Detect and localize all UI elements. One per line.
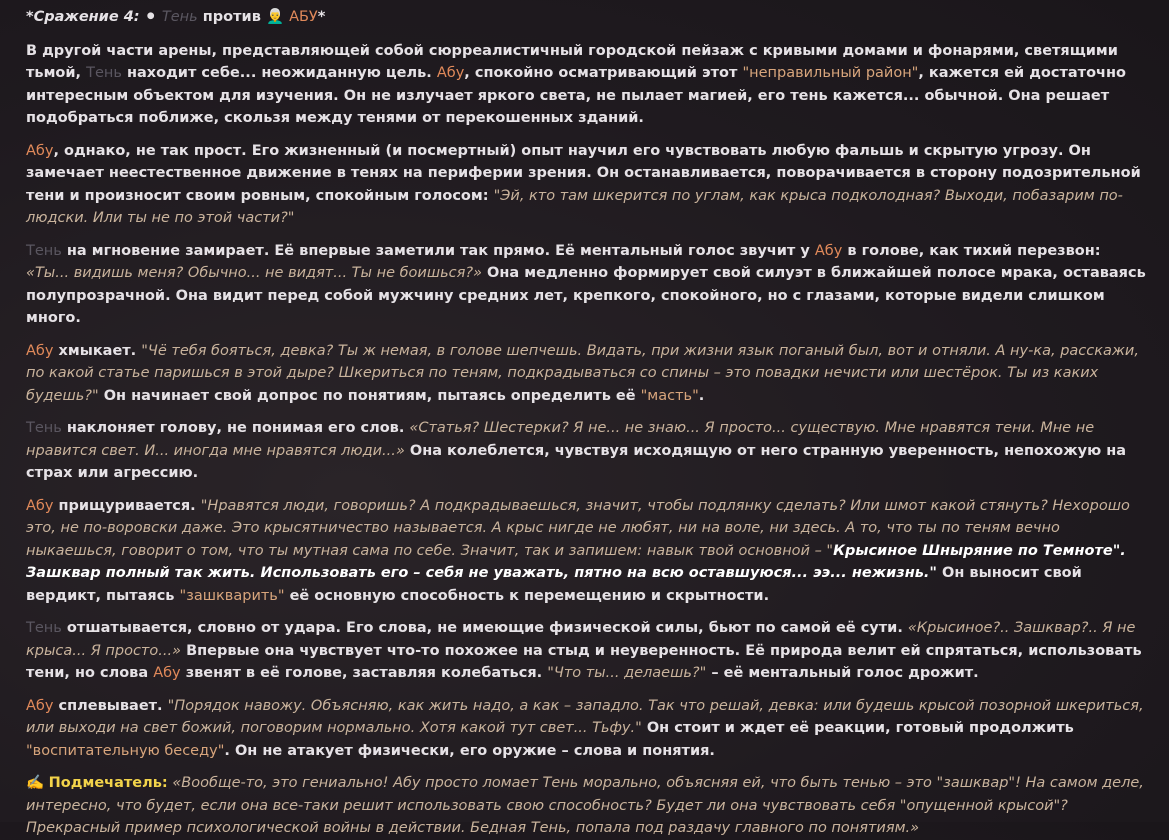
title-versus: против: [202, 9, 261, 25]
name-shadow: Тень: [26, 420, 62, 436]
dialogue-emphasis: ". Зашквар полный так жить. Использовать его – себя не уважать, пятно на всю оставшуюся... ээ... нежизнь.": [26, 542, 1126, 581]
commentator-label: Подмечатель:: [48, 775, 168, 791]
battle-title: [26, 6, 1147, 29]
name-abu: Абу: [26, 697, 54, 714]
dialogue-emphasis: Крысиное Шныряние по Темноте: [833, 542, 1113, 559]
paragraph-1: В другой части арены, представляющей собой сюрреалистичный городской пейзаж с кривыми домами и фонарями, светящими тьмой, Тень находит себе... неожиданную цель. Абу, спокойно осматривающий этот "неправильный район", кажется ей достаточно интересным объектом для изучения. Он не излучает яркого света, не пылает магией, его тень кажется... обычной. Она решает подобраться поближе, скользя между тенями от перекошенных зданий.: [26, 42, 1126, 126]
man-icon: 👨‍🦳: [265, 9, 284, 25]
quoted-term: "воспитательную беседу": [26, 742, 225, 759]
paragraph-2: Абу, однако, не так прост. Его жизненный (и посмертный) опыт научил его чувствовать любую фальшь и скрытую угрозу. Он замечает неестественное движение в тенях на периферии зрения. Он останавливается, поворачивается в сторону подозрительной тени и произносит своим ровным, спокойным голосом: "Эй, кто там шкерится по углам, как крыса подколодная? Выходи, побазарим по-людски. Или ты не по этой части?": [26, 142, 1141, 226]
paragraph-3: Тень на мгновение замирает. Её впервые заметили так прямо. Её ментальный голос звучит у Абу в голове, как тихий перезвон: «Ты... видишь меня? Обычно... не видят... Ты не боишься?» Она медленно формирует свой силуэт в ближайшей полосе мрака, оставаясь полупрозрачной. Она видит перед собой мужчину средних лет, крепкого, спокойного, но с глазами, которые видели слишком много.: [26, 242, 1146, 326]
dialogue: «Статья? Шестерки? Я не... не знаю... Я просто... существую. Мне нравятся тени. Мне не нравится свет. И... иногда мне нравятся люди...»: [26, 420, 1095, 459]
quoted-term: "масть": [640, 387, 699, 404]
dialogue: "Порядок навожу. Объясняю, как жить надо, а как – западло. Так что решай, девка: или будешь крысой позорной шкериться, или выходи на свет божий, поговорим нормально. Хотя какой тут свет... Тьфу.": [26, 697, 1144, 736]
dialogue: «Вообще-то, это гениально! Абу просто ломает Тень морально, объясняя ей, что быть тенью – это "зашквар"! На самом деле, интересно, что будет, если она все-таки решит использовать свою способность? Будет ли она чувствовать себя "опущенной крысой"? Прекрасный пример психологической войны в действии. Бедная Тень, попала под раздачу главного по понятиям.»: [26, 775, 1144, 836]
dialogue: «Крысиное?.. Зашквар?.. Я не крыса... Я просто...»: [26, 620, 1136, 659]
writing-hand-icon: ✍️: [26, 775, 45, 791]
paragraph-5: Тень наклоняет голову, не понимая его слов. «Статья? Шестерки? Я не... не знаю... Я просто... существую. Мне нравятся тени. Мне не нравится свет. И... иногда мне нравятся люди...» Она колеблется, чувствуя исходящую от него странную уверенность, непохожую на страх или агрессию.: [26, 420, 1127, 481]
dialogue: «Ты... видишь меня? Обычно... не видят... Ты не боишься?»: [26, 265, 482, 281]
dialogue: "Что ты... делаешь?": [547, 665, 707, 681]
name-abu: Абу: [26, 142, 54, 159]
paragraph-7: Тень отшатывается, словно от удара. Его слова, не имеющие физической силы, бьют по самой её сути. «Крысиное?.. Зашквар?.. Я не крыса... Я просто...» Впервые она чувствует что-то похожее на стыд и неуверенность. Её природа велит ей спрятаться, использовать тени, но слова Абу звенят в её голове, заставляя колебаться. "Что ты... делаешь?" – её ментальный голос дрожит.: [26, 620, 1142, 681]
name-shadow: Тень: [86, 65, 122, 81]
name-abu: АБУ: [289, 9, 318, 25]
black-circle-icon: ⚫: [144, 9, 157, 25]
paragraph-6: Абу прищуривается. "Нравятся люди, говоришь? А подкрадываешься, значит, чтобы подлянку сделать? Или шмот какой стянуть? Нехорошо это, не по-воровски даже. Это крысятничество называется. А крыс нигде не любят, ни на воле, ни здесь. А то, что ты по теням вечно ныкаешься, говорит о том, что ты мутная сама по себе. Значит, так и запишем: навык твой основной – "Крысиное Шныряние по Темноте". Зашквар полный так жить. Использовать его – себя не уважать, пятно на всю оставшуюся... ээ... нежизнь." Он выносит свой вердикт, пытаясь "зашкварить" её основную способность к перемещению и скрытности.: [26, 497, 1130, 604]
dialogue: "Чё тебя бояться, девка? Ты ж немая, в голове шепчешь. Видать, при жизни язык поганый был, вот и отняли. А ну-ка, расскажи, по какой статье паришься в этой дыре? Шкериться по теням, подкрадываться со спины – это повадки нечисти или шестёрок. Ты из каких будешь?": [26, 342, 1139, 404]
quoted-term: "зашкварить": [179, 587, 285, 604]
paragraph-4: Абу хмыкает. "Чё тебя бояться, девка? Ты ж немая, в голове шепчешь. Видать, при жизни язык поганый был, вот и отняли. А ну-ка, расскажи, по какой статье паришься в этой дыре? Шкериться по теням, подкрадываться со спины – это повадки нечисти или шестёрок. Ты из каких будешь?" Он начинает свой допрос по понятиям, пытаясь определить её "масть".: [26, 342, 1139, 404]
name-abu: Абу: [153, 665, 181, 681]
quoted-term: "неправильный район": [742, 65, 919, 81]
name-abu: Абу: [26, 497, 54, 514]
dialogue: "Нравятся люди, говоришь? А подкрадываешься, значит, чтобы подлянку сделать? Или шмот какой стянуть? Нехорошо это, не по-воровски даже. Это крысятничество называется. А крыс нигде не любят, ни на воле, ни здесь. А то, что ты по теням вечно ныкаешься, говорит о том, что ты мутная сама по себе. Значит, так и запишем: навык твой основной – ": [26, 497, 1130, 559]
paragraph-8: Абу сплевывает. "Порядок навожу. Объясняю, как жить надо, а как – западло. Так что решай, девка: или будешь крысой позорной шкериться, или выходи на свет божий, поговорим нормально. Хотя какой тут свет... Тьфу." Он стоит и ждет её реакции, готовый продолжить "воспитательную беседу". Он не атакует физически, его оружие – слова и понятия.: [26, 697, 1144, 759]
dialogue: "Эй, кто там шкерится по углам, как крыса подколодная? Выходи, побазарим по-людски. Или ты не по этой части?": [26, 187, 1123, 226]
title-prefix: *Сражение 4:: [26, 9, 140, 25]
name-abu: Абу: [26, 342, 54, 359]
name-shadow: Тень: [26, 620, 62, 636]
paragraph-commentator: [26, 772, 1147, 840]
name-shadow: Тень: [161, 9, 198, 25]
title-suffix: *: [317, 9, 326, 25]
name-abu: Абу: [814, 242, 843, 259]
name-abu: Абу: [436, 65, 465, 81]
name-shadow: Тень: [26, 242, 62, 259]
